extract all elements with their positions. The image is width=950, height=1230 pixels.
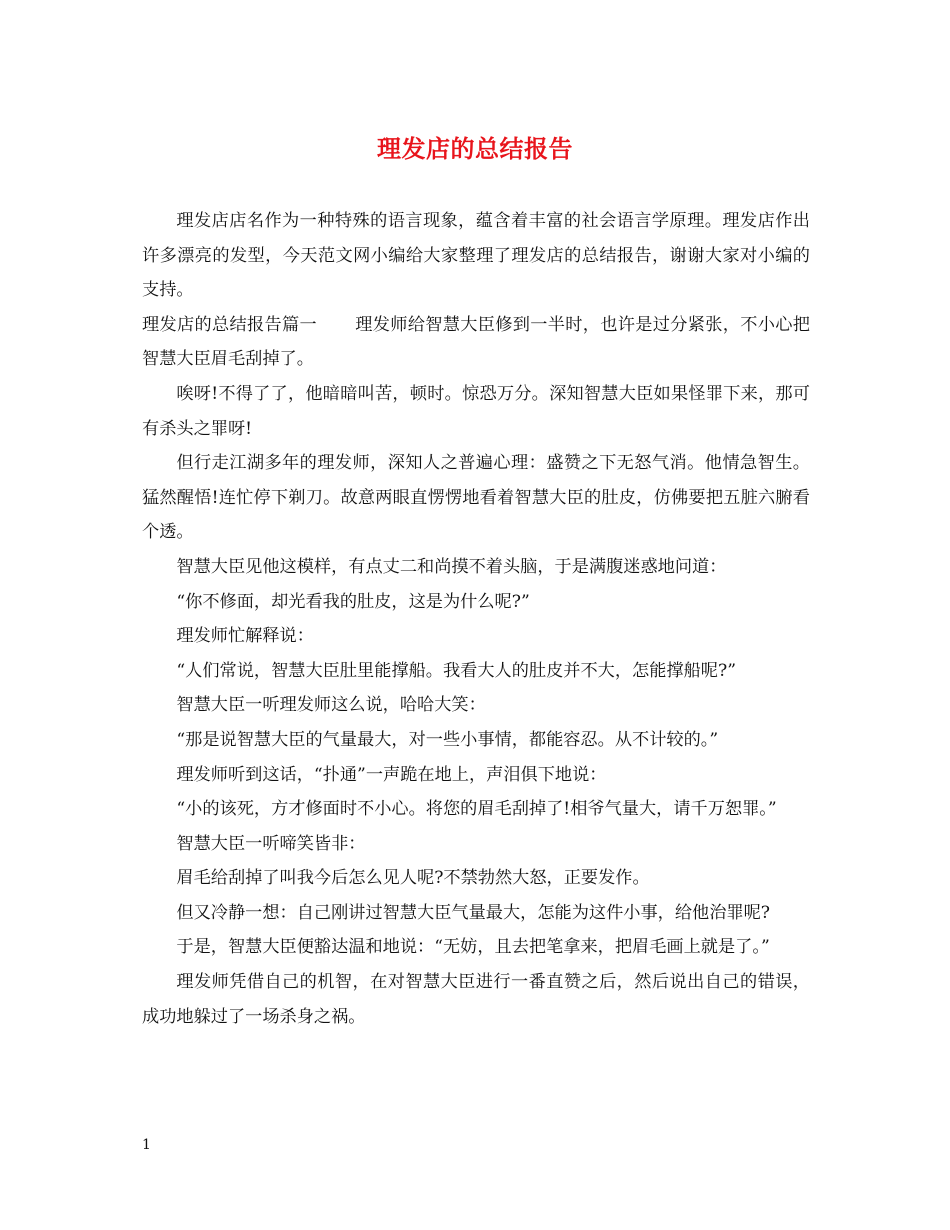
body-paragraph: 智慧大臣一听理发师这么说，哈哈大笑： (176, 695, 486, 716)
body-paragraph: “小的该死，方才修面时不小心。将您的眉毛刮掉了!相爷气量大，请千万恕罪。” (176, 799, 777, 820)
document-title: 理发店的总结报告 (377, 134, 573, 163)
section-heading: 理发店的总结报告篇一 (142, 314, 318, 335)
body-paragraph: 唉呀!不得了了，他暗暗叫苦，顿时。惊恐万分。深知智慧大臣如果怪罪下来，那可有杀头之罪呀! (142, 383, 810, 439)
section-first-paragraph (142, 308, 810, 377)
page-number: 1 (142, 1137, 151, 1153)
section-first-text: 理发师给智慧大臣修到一半时，也许是过分紧张，不小心把智慧大臣眉毛刮掉了。 (142, 314, 810, 370)
intro-paragraph: 理发店店名作为一种特殊的语言现象，蕴含着丰富的社会语言学原理。理发店作出许多漂亮的发型，今天范文网小编给大家整理了理发店的总结报告，谢谢大家对小编的支持。 (142, 211, 810, 301)
body-paragraph: “你不修面，却光看我的肚皮，这是为什么呢?” (176, 591, 530, 612)
body-paragraph: 理发师凭借自己的机智，在对智慧大臣进行一番直赞之后，然后说出自己的错误，成功地躲过了一场杀身之祸。 (142, 972, 810, 1027)
body-paragraph: “人们常说，智慧大臣肚里能撑船。我看大人的肚皮并不大，怎能撑船呢?” (176, 660, 736, 681)
body-paragraph: 智慧大臣见他这模样，有点丈二和尚摸不着头脑，于是满腹迷惑地问道： (176, 556, 727, 577)
body-paragraph: 但又冷静一想：自己刚讲过智慧大臣气量最大，怎能为这件小事，给他治罪呢? (176, 902, 770, 923)
document-body (142, 204, 810, 1034)
body-paragraph: 理发师听到这话，“扑通”一声跪在地上，声泪俱下地说： (176, 764, 607, 785)
body-paragraph: 理发师忙解释说： (176, 626, 314, 647)
body-paragraph: 智慧大臣一听啼笑皆非： (176, 833, 366, 854)
body-paragraph: 眉毛给刮掉了叫我今后怎么见人呢?不禁勃然大怒，正要发作。 (176, 868, 650, 889)
body-paragraph: “那是说智慧大臣的气量最大，对一些小事情，都能容忍。从不计较的。” (176, 729, 719, 750)
body-paragraph: 但行走江湖多年的理发师，深知人之普遍心理：盛赞之下无怒气消。他情急智生。猛然醒悟!连忙停下剃刀。故意两眼直愣愣地看着智慧大臣的肚皮，仿佛要把五脏六腑看个透。 (142, 453, 810, 543)
body-paragraph: 于是，智慧大臣便豁达温和地说：“无妨，且去把笔拿来，把眉毛画上就是了。” (176, 937, 770, 958)
